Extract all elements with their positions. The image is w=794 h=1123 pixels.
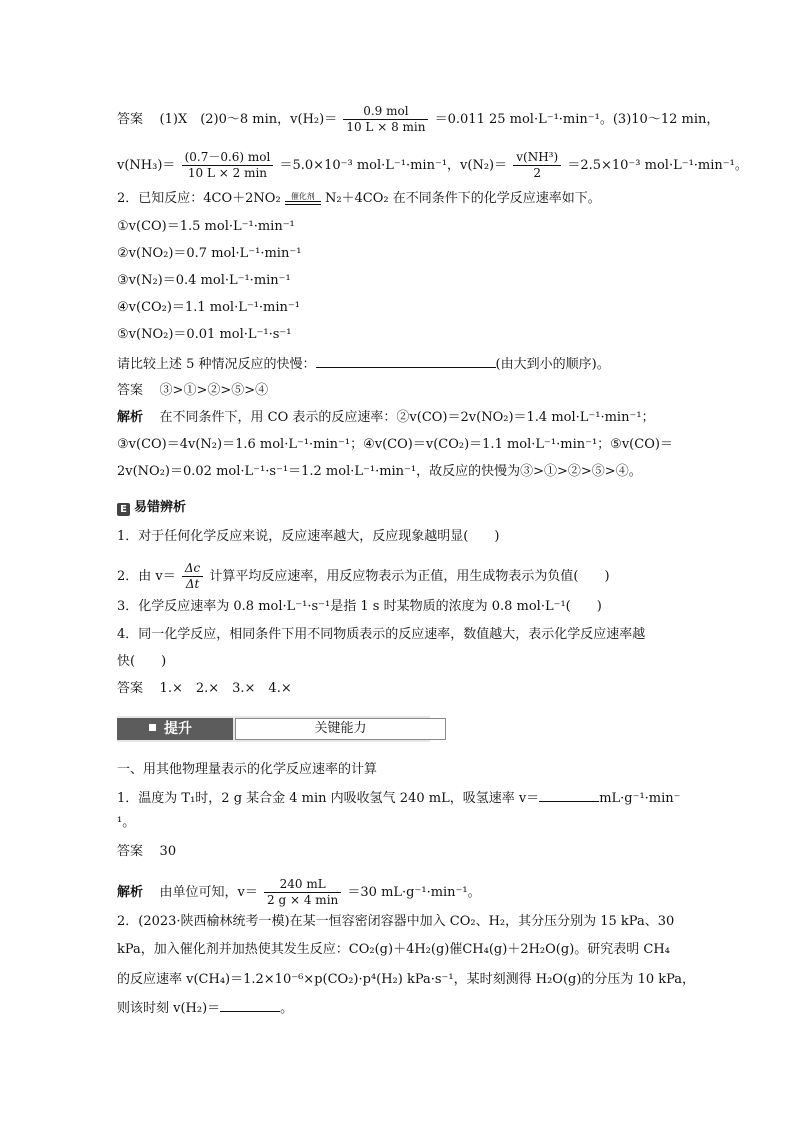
errors-title: 易错辨析 xyxy=(134,500,187,515)
section-tag-text: 提升 xyxy=(164,721,192,737)
fraction xyxy=(182,150,274,181)
question-text: 则该时刻 v(H₂)＝ xyxy=(117,1001,221,1016)
section-tag xyxy=(117,718,233,740)
rate-item: ③v(N₂)＝0.4 mol·L⁻¹·min⁻¹ xyxy=(117,273,291,288)
answer-line-2 xyxy=(117,150,748,181)
answer-label: 答案 xyxy=(117,383,144,398)
question-text: 2．由 v＝ xyxy=(117,569,176,584)
rate-item: ⑤v(NO₂)＝0.01 mol·L⁻¹·s⁻¹ xyxy=(117,327,292,342)
fraction-numerator: (0.7－0.6) mol xyxy=(182,150,274,166)
answer-text: ＝5.0×10⁻³ mol·L⁻¹·min⁻¹，v(N₂)＝ xyxy=(279,158,508,173)
question-2-ask xyxy=(117,355,610,374)
question-text: 计算平均反应速率，用反应物表示为正值，用生成物表示为负值( ) xyxy=(209,569,610,584)
catalyst-label: 催化剂 xyxy=(290,192,315,201)
rate-item: ②v(NO₂)＝0.7 mol·L⁻¹·min⁻¹ xyxy=(117,246,302,261)
answer-text: (1)X (2)0～8 min，v(H₂)＝ xyxy=(159,112,338,127)
answer-label: 答案 xyxy=(117,681,144,696)
analysis-text: 由单位可知，v＝ xyxy=(159,885,258,900)
analysis-text: ＝30 mL·g⁻¹·min⁻¹。 xyxy=(347,885,481,900)
error-item-3: 3．化学反应速率为 0.8 mol·L⁻¹·s⁻¹是指 1 s 时某物质的浓度为 0.8 mol·L⁻¹( ) xyxy=(117,599,602,614)
fraction-denominator: Δt xyxy=(185,577,200,591)
question-text: 。 xyxy=(280,1001,294,1016)
answer-label: 答案 xyxy=(117,112,144,127)
square-icon xyxy=(149,724,156,731)
equals-arrow xyxy=(285,201,321,205)
question-text: N₂＋4CO₂ 在不同条件下的化学反应速率如下。 xyxy=(324,191,601,206)
reaction-arrow xyxy=(285,192,321,205)
question-text: (由大到小的顺序)。 xyxy=(495,357,610,372)
part-1-question-2-line-4 xyxy=(117,999,293,1018)
question-text: 1．温度为 T₁时，2 g 某合金 4 min 内吸收氢气 240 mL，吸氢速率 v＝ xyxy=(117,791,540,806)
rate-item: ①v(CO)＝1.5 mol·L⁻¹·min⁻¹ xyxy=(117,219,295,234)
fraction xyxy=(343,104,428,135)
answer-blank[interactable] xyxy=(539,789,599,802)
part-1-answer xyxy=(117,843,176,861)
answer-text: ＝0.011 25 mol·L⁻¹·min⁻¹。(3)10～12 min， xyxy=(434,112,720,127)
fraction-numerator: Δc xyxy=(182,561,203,577)
errors-answer xyxy=(117,680,292,698)
part-1-question-2-line-3: 的反应速率 v(CH₄)＝1.2×10⁻⁶×p(CO₂)·p⁴(H₂) kPa·s⁻¹，某时刻测得 H₂O(g)的分压为 10 kPa， xyxy=(117,972,696,987)
fraction-denominator: 10 L × 2 min xyxy=(187,166,268,180)
analysis-label: 解析 xyxy=(117,885,144,900)
answer-text: 1.× 2.× 3.× 4.× xyxy=(159,681,292,696)
analysis-text: 在不同条件下，用 CO 表示的反应速率：②v(CO)＝2v(NO₂)＝1.4 mol·L⁻¹·min⁻¹； xyxy=(159,410,655,425)
analysis-label: 解析 xyxy=(117,410,144,425)
error-item-1: 1．对于任何化学反应来说，反应速率越大，反应现象越明显( ) xyxy=(117,529,500,544)
question-2-analysis-1 xyxy=(117,409,655,427)
part-1-analysis xyxy=(117,877,481,908)
fraction-denominator: 2 xyxy=(533,166,542,180)
answer-text: ③>①>②>⑤>④ xyxy=(159,383,269,398)
fraction-numerator: 240 mL xyxy=(264,877,341,893)
answer-blank[interactable] xyxy=(220,999,280,1012)
answer-label: 答案 xyxy=(117,844,144,859)
question-text: 请比较上述 5 种情况反应的快慢： xyxy=(117,357,316,372)
answer-line-1 xyxy=(117,104,719,135)
e-icon: E xyxy=(117,503,130,516)
question-2-analysis-3: 2v(NO₂)＝0.02 mol·L⁻¹·s⁻¹＝1.2 mol·L⁻¹·min⁻¹，故反应的快慢为③>①>②>⑤>④。 xyxy=(117,464,642,479)
error-item-4a: 4．同一化学反应，相同条件下用不同物质表示的反应速率，数值越大，表示化学反应速率越 xyxy=(117,627,646,642)
question-2-analysis-2: ③v(CO)＝4v(N₂)＝1.6 mol·L⁻¹·min⁻¹；④v(CO)＝v(CO₂)＝1.1 mol·L⁻¹·min⁻¹；⑤v(CO)＝ xyxy=(117,437,673,452)
fraction xyxy=(513,150,561,181)
fraction-numerator: v(NH³) xyxy=(513,150,561,166)
question-2-answer xyxy=(117,382,268,400)
answer-text: v(NH₃)＝ xyxy=(117,158,176,173)
fraction-denominator: 10 L × 8 min xyxy=(346,120,426,134)
section-label: 关键能力 xyxy=(235,718,446,740)
fraction xyxy=(264,877,341,908)
question-2-stem xyxy=(117,190,601,208)
answer-blank[interactable] xyxy=(316,355,496,368)
errors-heading xyxy=(117,499,186,517)
part-1-question-1-cont: ¹。 xyxy=(117,815,136,830)
rate-item: ④v(CO₂)＝1.1 mol·L⁻¹·min⁻¹ xyxy=(117,300,300,315)
question-text: mL·g⁻¹·min⁻ xyxy=(599,791,681,806)
fraction-numerator: 0.9 mol xyxy=(343,104,428,120)
answer-text: ＝2.5×10⁻³ mol·L⁻¹·min⁻¹。 xyxy=(567,158,748,173)
error-item-2 xyxy=(117,561,610,592)
part-1-question-2-line-2: kPa，加入催化剂并加热使其发生反应：CO₂(g)＋4H₂(g)催CH₄(g)＋2H₂O(g)。研究表明 CH₄ xyxy=(117,942,670,957)
part-1-question-1 xyxy=(117,789,681,808)
part-1-question-2-line-1: 2．(2023·陕西榆林统考一模)在某一恒容密闭容器中加入 CO₂、H₂，其分压分别为 15 kPa、30 xyxy=(117,914,675,929)
part-1-heading: 一、用其他物理量表示的化学反应速率的计算 xyxy=(117,762,378,777)
section-bar xyxy=(117,716,430,742)
error-item-4b: 快( ) xyxy=(117,654,167,669)
delta-fraction xyxy=(182,561,203,592)
fraction-denominator: 2 g × 4 min xyxy=(267,893,339,907)
question-text: 2．已知反应：4CO＋2NO₂ xyxy=(117,191,281,206)
answer-text: 30 xyxy=(159,844,177,859)
